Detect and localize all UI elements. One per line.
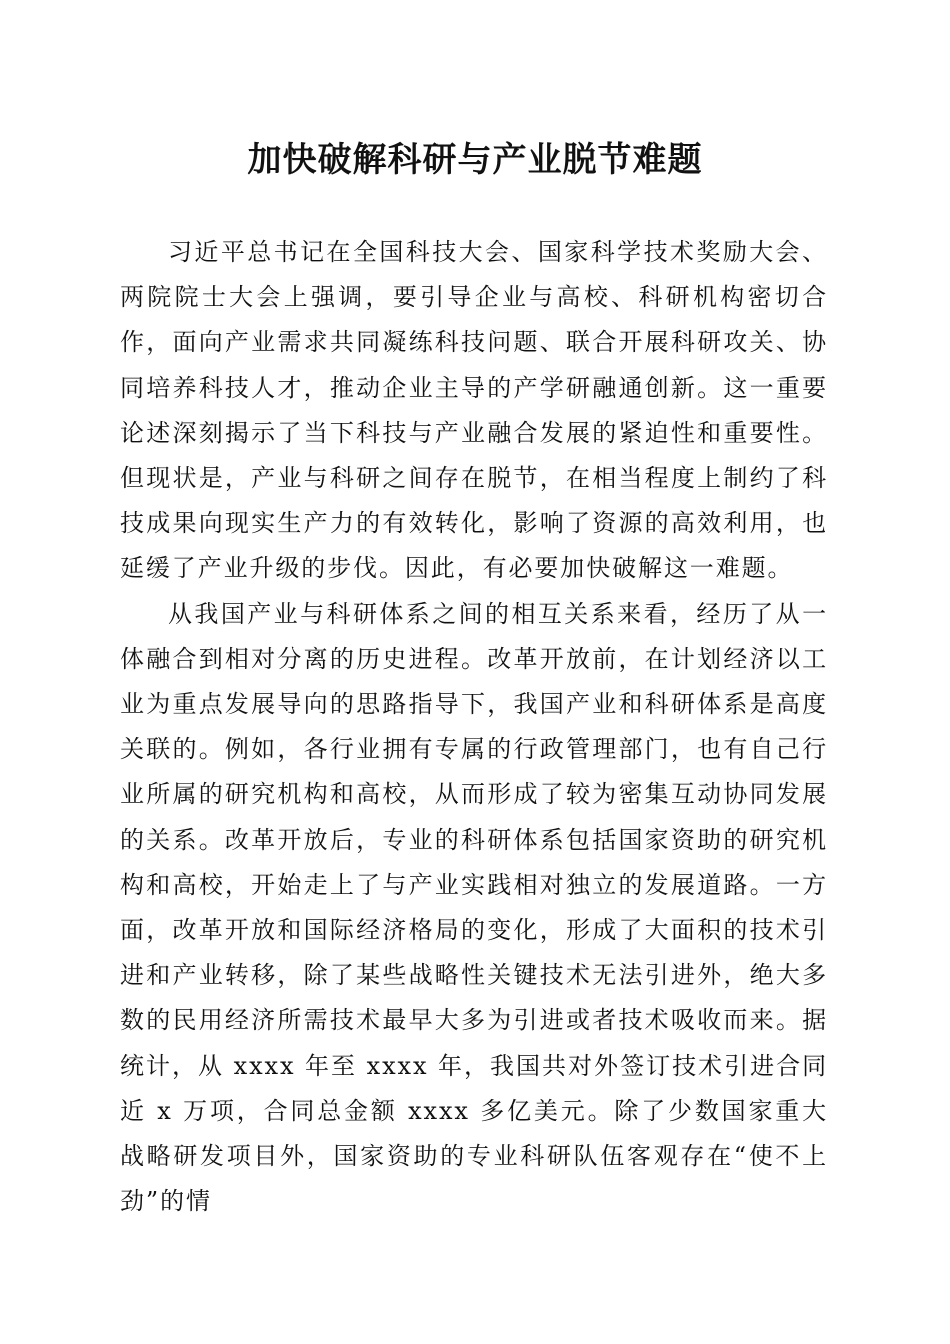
paragraph-1: 习近平总书记在全国科技大会、国家科学技术奖励大会、两院院士大会上强调，要引导企业与高校、科研机构密切合作，面向产业需求共同凝练科技问题、联合开展科研攻关、协同培养科技人才，推动企业主导的产学研融通创新。这一重要论述深刻揭示了当下科技与产业融合发展的紧迫性和重要性。但现状是，产业与科研之间存在脱节，在相当程度上制约了科技成果向现实生产力的有效转化，影响了资源的高效利用，也延缓了产业升级的步伐。因此，有必要加快破解这一难题。 (120, 238, 828, 583)
paragraph-2: 从我国产业与科研体系之间的相互关系来看，经历了从一体融合到相对分离的历史进程。改革开放前，在计划经济以工业为重点发展导向的思路指导下，我国产业和科研体系是高度关联的。例如，各行业拥有专属的行政管理部门，也有自己行业所属的研究机构和高校，从而形成了较为密集互动协同发展的关系。改革开放后，专业的科研体系包括国家资助的研究机构和高校，开始走上了与产业实践相对独立的发展道路。一方面，改革开放和国际经济格局的变化，形成了大面积的技术引进和产业转移，除了某些战略性关键技术无法引进外，绝大多数的民用经济所需技术最早大多为引进或者技术吸收而来。据统计，从 xxxx 年至 xxxx 年，我国共对外签订技术引进合同近 x 万项，合同总金额 xxxx 多亿美元。除了少数国家重大战略研发项目外，国家资助的专业科研队伍客观存在“使不上劲”的情 (120, 599, 828, 1216)
document-body (120, 230, 828, 1224)
document-title: 加快破解科研与产业脱节难题 (247, 140, 703, 180)
